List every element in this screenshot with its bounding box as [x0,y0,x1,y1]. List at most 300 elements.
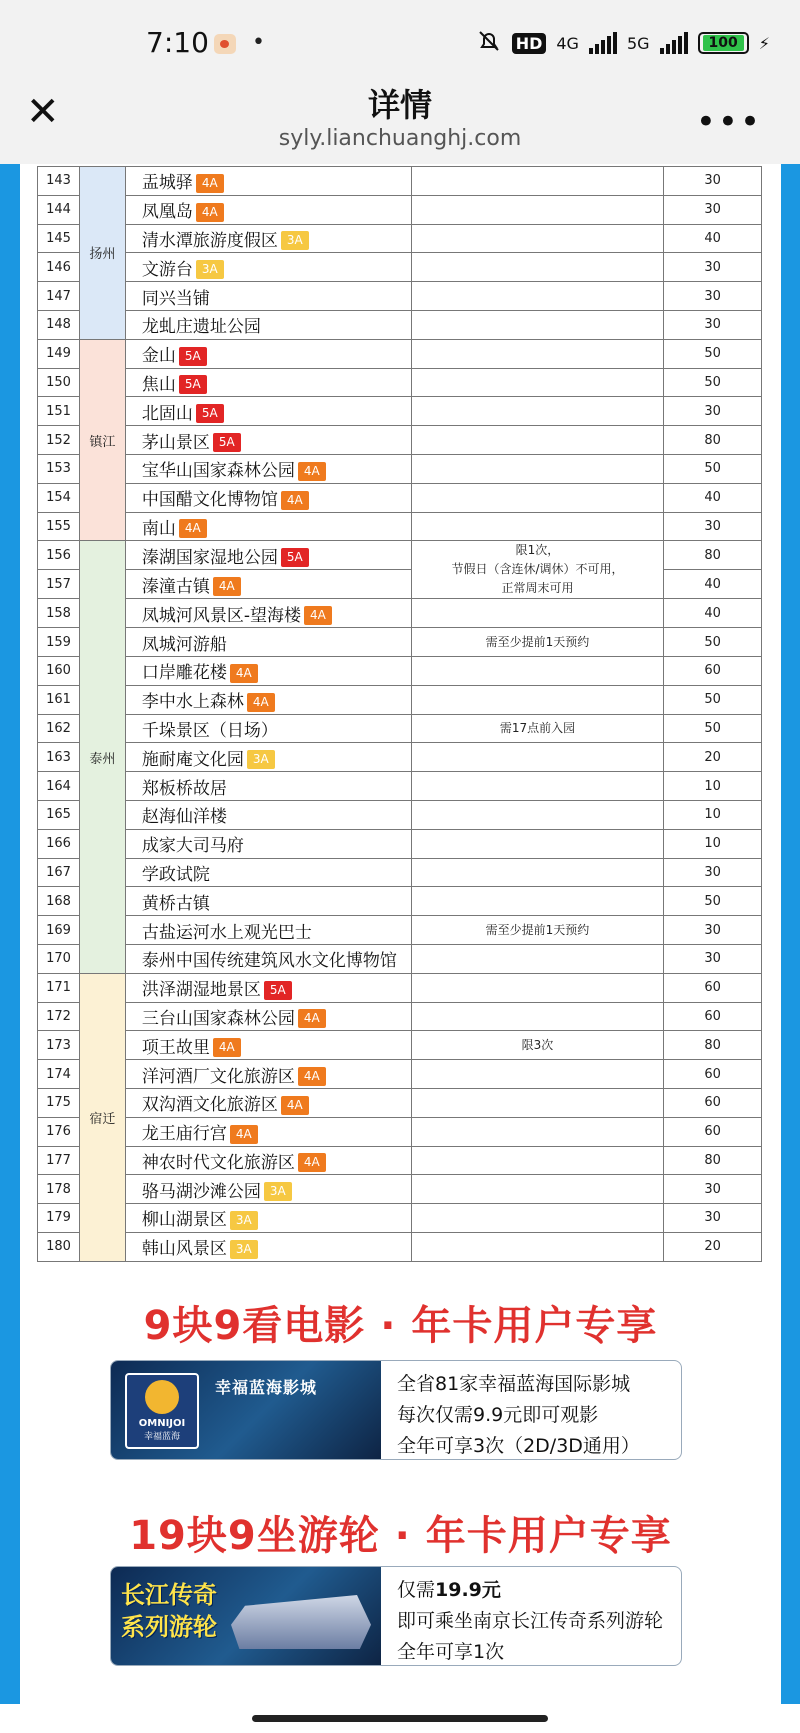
note-cell [411,1175,663,1204]
attraction-name-cell [125,454,411,483]
table-row [38,973,762,1002]
table-row [38,944,762,973]
cruise-line-3: 全年可享1次 [397,1641,505,1663]
table-row [38,1175,762,1204]
attraction-name-cell [125,599,411,628]
attraction-name: 焦山 [141,374,176,395]
value-cell: 30 [664,397,762,426]
attraction-name-cell [125,743,411,772]
attraction-name-cell [125,916,411,945]
value-cell: 30 [664,253,762,282]
attraction-name: 茅山景区 [141,432,210,453]
table-row [38,454,762,483]
note-cell: 需至少提前1天预约 [411,916,663,945]
value-cell: 30 [664,1204,762,1233]
attraction-name: 龙虬庄遗址公园 [141,317,261,338]
table-row [38,426,762,455]
attraction-name: 泰州中国传统建筑风水文化博物馆 [141,951,397,972]
table-row [38,310,762,339]
attraction-name-cell [125,570,411,599]
row-number: 172 [38,1002,80,1031]
row-number: 161 [38,685,80,714]
note-cell [411,973,663,1002]
more-icon[interactable]: ••• [695,102,762,142]
row-number: 146 [38,253,80,282]
attraction-name: 文游台 [141,259,193,280]
row-number: 176 [38,1117,80,1146]
table-row [38,829,762,858]
page-url: syly.lianchuanghj.com [278,126,522,151]
attraction-name: 同兴当铺 [141,288,210,309]
attraction-name-cell [125,1031,411,1060]
table-row [38,1146,762,1175]
attraction-name-cell [125,772,411,801]
note-cell [411,1204,663,1233]
table-row [38,743,762,772]
value-cell: 60 [664,1060,762,1089]
row-number: 145 [38,224,80,253]
signal-4g-icon [589,32,617,54]
note-cell [411,1117,663,1146]
rating-badge: 3A [196,260,224,279]
row-number: 159 [38,628,80,657]
value-cell: 10 [664,800,762,829]
attraction-name: 南山 [141,518,176,539]
attraction-table [37,166,762,1262]
value-cell: 80 [664,1031,762,1060]
net-5g-label: 5G [626,33,650,53]
attraction-name-cell [125,1088,411,1117]
attraction-name-cell [125,800,411,829]
table-row [38,916,762,945]
value-cell: 20 [664,743,762,772]
table-row [38,224,762,253]
status-dot: • [252,30,265,55]
value-cell: 50 [664,714,762,743]
row-number: 169 [38,916,80,945]
value-cell: 60 [664,1117,762,1146]
row-number: 156 [38,541,80,570]
rating-badge: 4A [298,1153,326,1172]
value-cell: 50 [664,454,762,483]
attraction-name: 口岸雕花楼 [141,663,227,684]
note-cell [411,368,663,397]
value-cell: 80 [664,541,762,570]
row-number: 164 [38,772,80,801]
attraction-name: 施耐庵文化园 [141,749,244,770]
attraction-name-cell [125,1204,411,1233]
rating-badge: 3A [230,1211,258,1230]
page-header [0,80,800,164]
attraction-name-cell [125,167,411,196]
value-cell: 60 [664,656,762,685]
rating-badge: 4A [230,664,258,683]
attraction-name-cell [125,195,411,224]
content-area[interactable] [0,164,800,1704]
row-number: 178 [38,1175,80,1204]
value-cell: 50 [664,628,762,657]
cruise-price-prefix: 仅需 [397,1579,436,1601]
city-cell: 镇江 [79,339,125,541]
value-cell: 30 [664,282,762,311]
row-number: 168 [38,887,80,916]
charging-icon: ⚡ [758,33,770,53]
value-cell: 40 [664,483,762,512]
attraction-name-cell [125,1146,411,1175]
table-row [38,656,762,685]
movie-line-1: 全省81家幸福蓝海国际影城 [397,1373,631,1395]
note-cell [411,195,663,224]
attraction-name: 溱潼古镇 [141,576,210,597]
table-row [38,483,762,512]
rating-badge: 4A [179,519,207,538]
rating-badge: 3A [230,1240,258,1259]
row-number: 152 [38,426,80,455]
attraction-name-cell [125,541,411,570]
note-cell: 需17点前入园 [411,714,663,743]
city-cell: 泰州 [79,541,125,973]
attraction-name-cell [125,253,411,282]
table-row [38,541,762,570]
value-cell: 40 [664,599,762,628]
note-cell [411,282,663,311]
status-icons [476,28,770,58]
attraction-name: 溱湖国家湿地公园 [141,547,278,568]
movie-line-3: 全年可享3次（2D/3D通用） [397,1435,640,1457]
note-cell [411,512,663,541]
city-cell: 宿迁 [79,973,125,1261]
rating-badge: 4A [298,1067,326,1086]
row-number: 171 [38,973,80,1002]
note-cell: 需至少提前1天预约 [411,628,663,657]
battery-icon [698,32,749,54]
rating-badge: 5A [179,375,207,394]
note-cell: 限1次， 节假日（含连休/调休）不可用， 正常周末可用 [411,541,663,599]
rating-badge: 4A [281,491,309,510]
row-number: 157 [38,570,80,599]
attraction-name: 郑板桥故居 [141,778,227,799]
note-cell [411,829,663,858]
cruise-promo-card[interactable] [110,1566,682,1666]
attraction-name: 中国醋文化博物馆 [141,490,278,511]
rating-badge: 3A [264,1182,292,1201]
attraction-name-cell [125,1117,411,1146]
table-row [38,167,762,196]
cinema-sign: 幸福蓝海影城 [215,1378,318,1397]
row-number: 147 [38,282,80,311]
note-cell [411,426,663,455]
note-cell [411,599,663,628]
table-row [38,1232,762,1261]
omnijoi-logo [125,1373,199,1449]
value-cell: 20 [664,1232,762,1261]
row-number: 167 [38,858,80,887]
attraction-name: 学政试院 [141,864,210,885]
row-number: 148 [38,310,80,339]
value-cell: 40 [664,224,762,253]
row-number: 163 [38,743,80,772]
cinema-image [111,1361,381,1459]
row-number: 180 [38,1232,80,1261]
note-cell [411,310,663,339]
value-cell: 80 [664,1146,762,1175]
rating-badge: 4A [196,174,224,193]
note-cell: 限3次 [411,1031,663,1060]
attraction-name-cell [125,1232,411,1261]
rating-badge: 5A [213,433,241,452]
rating-badge: 4A [281,1096,309,1115]
value-cell: 60 [664,973,762,1002]
value-cell: 80 [664,426,762,455]
movie-line-2: 每次仅需9.9元即可观影 [397,1404,599,1426]
row-number: 162 [38,714,80,743]
value-cell: 30 [664,195,762,224]
attraction-name: 北固山 [141,403,193,424]
row-number: 166 [38,829,80,858]
note-cell [411,685,663,714]
table-row [38,1031,762,1060]
table-row [38,714,762,743]
table-row [38,772,762,801]
table-row [38,599,762,628]
attraction-name: 洪泽湖湿地景区 [141,980,261,1001]
value-cell: 50 [664,685,762,714]
note-cell [411,397,663,426]
row-number: 170 [38,944,80,973]
row-number: 151 [38,397,80,426]
row-number: 154 [38,483,80,512]
row-number: 149 [38,339,80,368]
attraction-name-cell [125,628,411,657]
attraction-name-cell [125,714,411,743]
table-row [38,282,762,311]
row-number: 158 [38,599,80,628]
note-cell [411,1232,663,1261]
table-row [38,1204,762,1233]
attraction-name: 凤城河风景区-望海楼 [141,605,301,626]
attraction-name: 洋河酒厂文化旅游区 [141,1066,295,1087]
attraction-name: 古盐运河水上观光巴士 [141,922,312,943]
attraction-name: 神农时代文化旅游区 [141,1152,295,1173]
row-number: 173 [38,1031,80,1060]
attraction-name: 千垛景区（日场） [141,720,278,741]
value-cell: 30 [664,1175,762,1204]
value-cell: 30 [664,916,762,945]
cruise-promo-text [381,1567,663,1665]
value-cell: 60 [664,1002,762,1031]
note-cell [411,1146,663,1175]
net-4g-label: 4G [556,33,579,53]
attraction-name-cell [125,656,411,685]
table-row [38,512,762,541]
attraction-name: 清水潭旅游度假区 [141,230,278,251]
attraction-name: 三台山国家森林公园 [141,1008,295,1029]
status-time: 7:10 [146,26,209,59]
attraction-name-cell [125,858,411,887]
note-cell [411,656,663,685]
rating-badge: 4A [196,203,224,222]
close-icon[interactable]: ✕ [26,89,60,135]
table-row [38,800,762,829]
attraction-name: 项王故里 [141,1037,210,1058]
rating-badge: 4A [298,462,326,481]
attraction-name: 黄桥古镇 [141,893,210,914]
attraction-name: 柳山湖景区 [141,1210,227,1231]
rating-badge: 4A [213,1038,241,1057]
row-number: 175 [38,1088,80,1117]
table-row [38,685,762,714]
note-cell [411,743,663,772]
movie-promo-text [381,1361,640,1459]
attraction-name-cell [125,512,411,541]
table-row [38,1088,762,1117]
logo-text: OMNIJOI [138,1418,186,1429]
cruise-promo-title: 19块9坐游轮 · 年卡用户专享 [129,1513,672,1559]
rating-badge: 3A [281,231,309,250]
content-panel [20,164,781,1704]
value-cell: 50 [664,887,762,916]
attraction-name: 宝华山国家森林公园 [141,461,295,482]
attraction-name-cell [125,310,411,339]
row-number: 150 [38,368,80,397]
rating-badge: 4A [298,1009,326,1028]
row-number: 165 [38,800,80,829]
cruise-image-caption [121,1579,217,1643]
value-cell: 10 [664,772,762,801]
attraction-name-cell [125,1060,411,1089]
attraction-name-cell [125,224,411,253]
row-number: 174 [38,1060,80,1089]
cruise-price: 19.9元 [435,1579,501,1601]
table-row [38,195,762,224]
table-row [38,253,762,282]
value-cell: 30 [664,512,762,541]
note-cell [411,887,663,916]
attraction-name: 赵海仙洋楼 [141,807,227,828]
value-cell: 50 [664,339,762,368]
attraction-name-cell [125,483,411,512]
rating-badge: 5A [264,981,292,1000]
value-cell: 50 [664,368,762,397]
value-cell: 30 [664,167,762,196]
note-cell [411,1060,663,1089]
attraction-name: 金山 [141,346,176,367]
attraction-name-cell [125,887,411,916]
movie-promo-title: 9块9看电影 · 年卡用户专享 [143,1303,658,1349]
table-row [38,368,762,397]
row-number: 155 [38,512,80,541]
note-cell [411,858,663,887]
note-cell [411,1002,663,1031]
cruise-ship-graphic [231,1595,371,1649]
note-cell [411,253,663,282]
rating-badge: 4A [247,693,275,712]
note-cell [411,167,663,196]
attraction-name-cell [125,1175,411,1204]
table-row [38,397,762,426]
note-cell [411,772,663,801]
rating-badge: 4A [304,606,332,625]
value-cell: 30 [664,858,762,887]
row-number: 179 [38,1204,80,1233]
row-number: 153 [38,454,80,483]
note-cell [411,483,663,512]
home-indicator[interactable] [252,1715,548,1722]
rating-badge: 3A [247,750,275,769]
value-cell: 30 [664,944,762,973]
table-row [38,887,762,916]
attraction-name-cell [125,282,411,311]
movie-promo-card[interactable] [110,1360,682,1460]
cruise-caption-1: 长江传奇 [121,1581,217,1609]
attraction-name: 双沟酒文化旅游区 [141,1095,278,1116]
attraction-name-cell [125,944,411,973]
logo-subtext: 幸福蓝海 [143,1432,180,1442]
omnijoi-logo-icon [145,1380,179,1414]
app-notification-icon [214,34,236,54]
table-row [38,1002,762,1031]
cruise-caption-2: 系列游轮 [121,1613,217,1641]
note-cell [411,1088,663,1117]
attraction-name: 骆马湖沙滩公园 [141,1181,261,1202]
attraction-name-cell [125,397,411,426]
row-number: 143 [38,167,80,196]
rating-badge: 5A [196,404,224,423]
battery-level: 100 [703,35,744,51]
value-cell: 40 [664,570,762,599]
attraction-name-cell [125,685,411,714]
attraction-name: 龙王庙行宫 [141,1124,227,1145]
attraction-name: 凤城河游船 [141,634,227,655]
city-cell: 扬州 [79,167,125,340]
attraction-name-cell [125,1002,411,1031]
note-cell [411,454,663,483]
attraction-name-cell [125,368,411,397]
table-row [38,1117,762,1146]
attraction-name: 韩山风景区 [141,1239,227,1260]
rating-badge: 5A [281,548,309,567]
page-title: 详情 [367,86,432,124]
attraction-name-cell [125,829,411,858]
row-number: 160 [38,656,80,685]
status-bar [0,0,800,80]
note-cell [411,339,663,368]
note-cell [411,800,663,829]
attraction-name: 成家大司马府 [141,836,244,857]
attraction-name: 凤凰岛 [141,202,193,223]
attraction-name-cell [125,339,411,368]
attraction-name: 盂城驿 [141,173,193,194]
attraction-name: 李中水上森林 [141,692,244,713]
cruise-image [111,1567,381,1665]
hd-badge: HD [512,33,547,54]
note-cell [411,944,663,973]
signal-5g-icon [660,32,688,54]
row-number: 177 [38,1146,80,1175]
rating-badge: 4A [213,577,241,596]
table-row [38,1060,762,1089]
note-cell [411,224,663,253]
attraction-name-cell [125,426,411,455]
cruise-line-1 [397,1575,663,1606]
row-number: 144 [38,195,80,224]
cruise-line-2: 即可乘坐南京长江传奇系列游轮 [397,1610,664,1632]
value-cell: 60 [664,1088,762,1117]
value-cell: 10 [664,829,762,858]
table-row [38,339,762,368]
value-cell: 30 [664,310,762,339]
table-row [38,858,762,887]
